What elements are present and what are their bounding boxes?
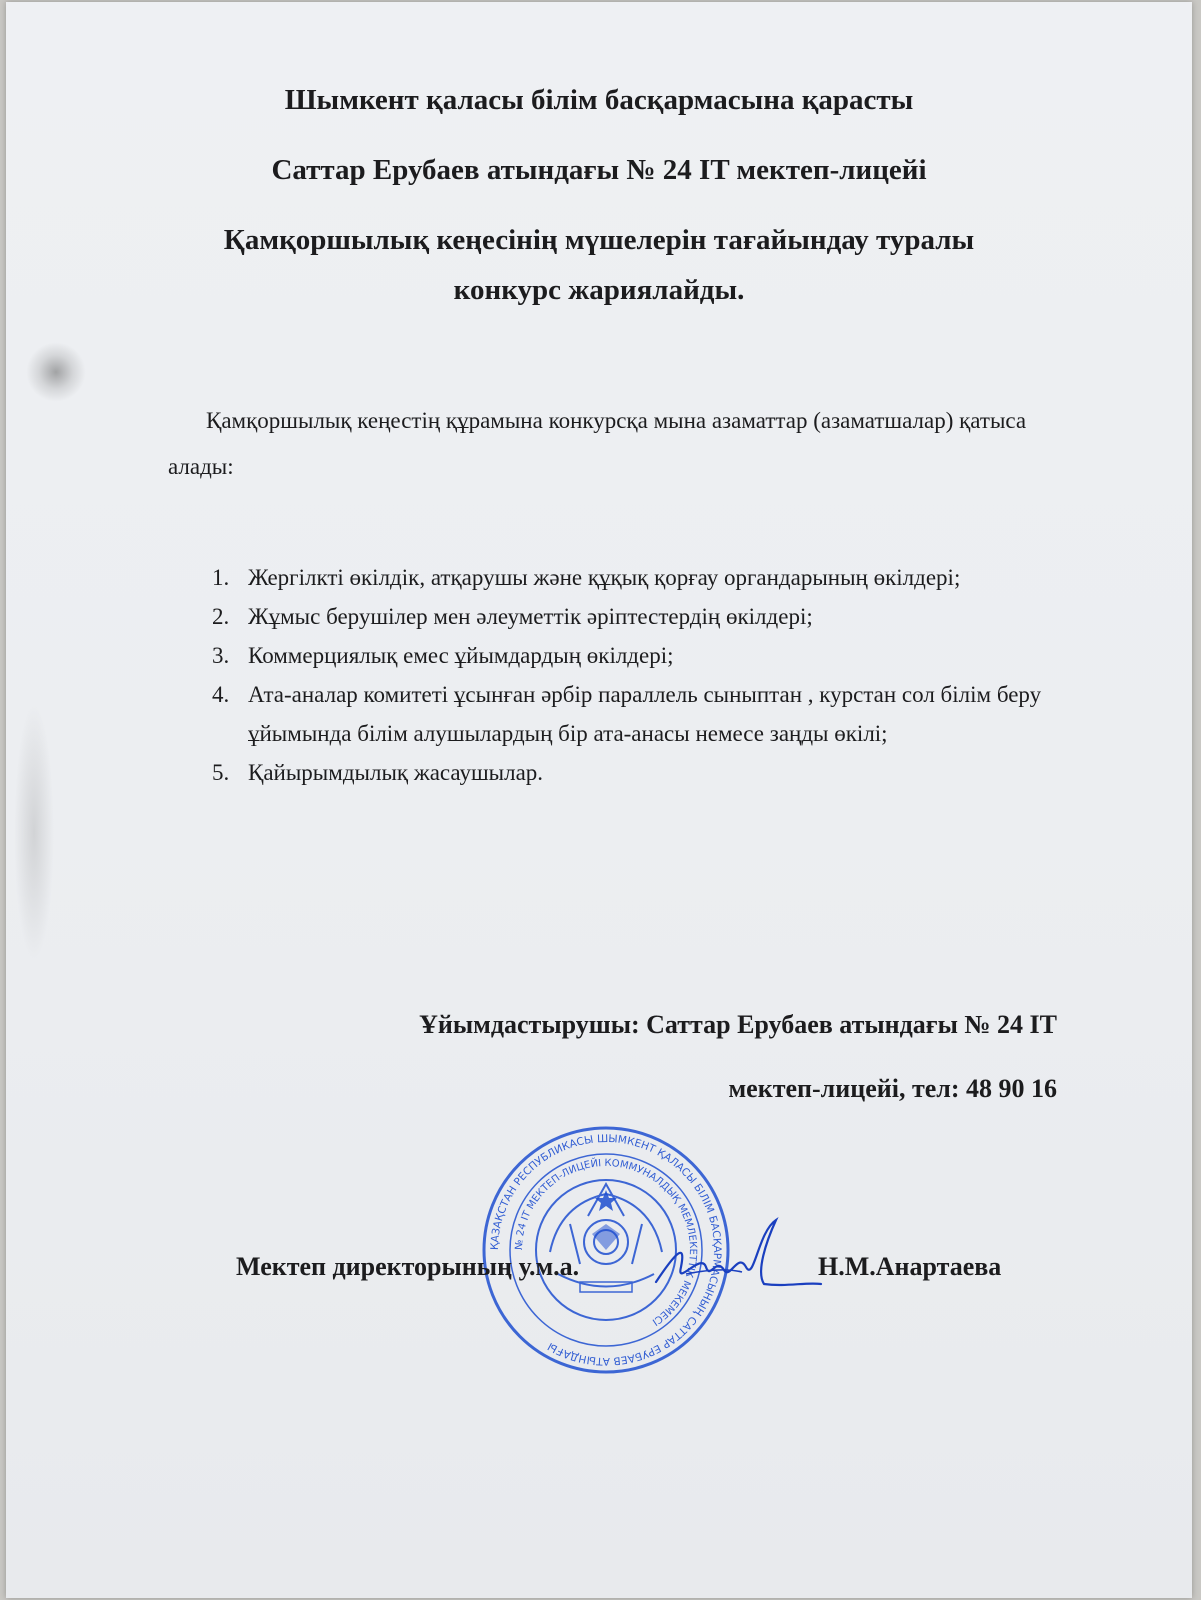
list-item-text: Қайырымдылық жасаушылар. (248, 760, 544, 785)
list-item-number: 1. (212, 565, 230, 590)
ink-smudge (26, 342, 86, 402)
header-line-4: конкурс жариялайды. (453, 274, 745, 306)
header-line-1: Шымкент қаласы білім басқармасына қарасты (284, 84, 914, 116)
organizer-line-2: мектеп-лицейі, тел: 48 90 16 (728, 1074, 1057, 1103)
list-item-text: Ата-аналар комитеті ұсынған әрбір параллель сыныптан , курстан сол білім беру ұйымында білім алушылардың бір ата-анасы немесе заңды өкілі; (248, 682, 1042, 746)
list-item-number: 2. (212, 604, 230, 629)
list-item-number: 5. (212, 760, 230, 785)
header-line-3: Қамқоршылық кеңесінің мүшелерін тағайындау туралы (223, 224, 975, 256)
organizer-line-1: Ұйымдастырушы: Саттар Ерубаев атындағы № 24 IT (419, 1010, 1057, 1039)
list-item (212, 636, 1042, 675)
list-item-text: Коммерциялық емес ұйымдардың өкілдері; (248, 643, 674, 668)
list-item-number: 3. (212, 643, 230, 668)
list-item (212, 597, 1042, 636)
signatory-name: Н.М.Анартаева (818, 1252, 1002, 1281)
list-item (212, 753, 1042, 792)
header-line-2: Саттар Ерубаев атындағы № 24 IT мектеп-лицейі (271, 154, 927, 186)
list-item (212, 558, 1042, 597)
stamp-inner-text: № 24 IT МЕКТЕП-ЛИЦЕЙІ КОММУНАЛДЫҚ МЕМЛЕКЕТТІК МЕКЕМЕСІ (513, 1157, 699, 1328)
handwritten-signature (646, 1212, 826, 1302)
list-item (212, 675, 1042, 753)
stamp-outer-text: ҚАЗАҚСТАН РЕСПУБЛИКАСЫ ШЫМКЕНТ ҚАЛАСЫ БІЛІМ БАСҚАРМАСЫНЫҢ САТТАР ЕРУБАЕВ АТЫНДАҒЫ (488, 1132, 724, 1368)
list-item-text: Жергілкті өкілдік, атқарушы және құқық қорғау органдарының өкілдері; (248, 565, 961, 590)
ink-smudge (14, 702, 54, 962)
list-item-number: 4. (212, 682, 230, 707)
list-item-text: Жұмыс берушілер мен әлеуметтік әріптестердің өкілдері; (248, 604, 813, 629)
document-page (6, 2, 1192, 1598)
participants-list (212, 558, 1042, 792)
intro-paragraph: Қамқоршылық кеңестің құрамына конкурсқа мына азаматтар (азаматшалар) қатыса алады: (168, 408, 1027, 479)
signature-role: Мектеп директорының у.м.а. (236, 1252, 580, 1281)
